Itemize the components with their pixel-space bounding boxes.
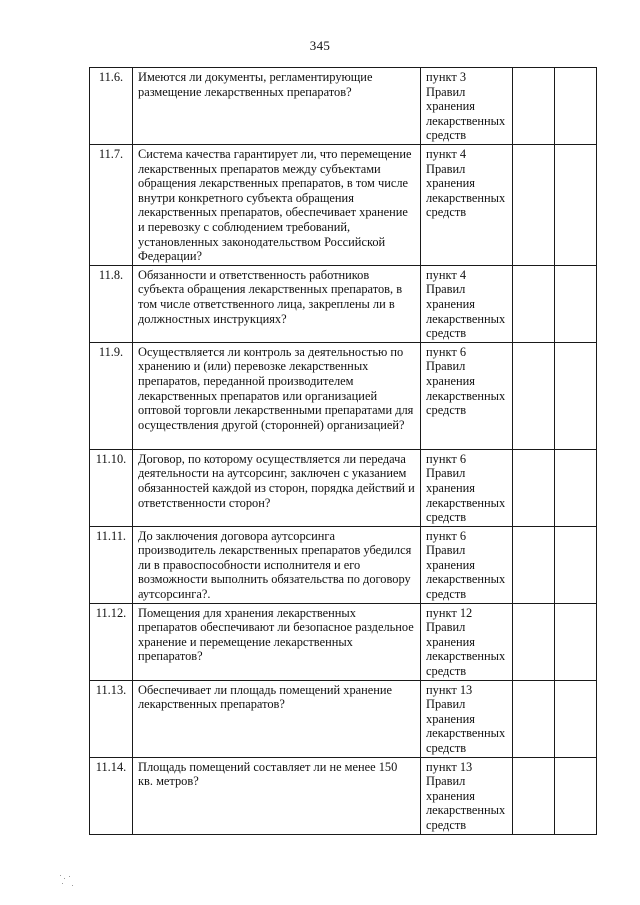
item-number: 11.7. bbox=[90, 145, 133, 266]
item-number: 11.11. bbox=[90, 526, 133, 603]
reference-line: хранения bbox=[426, 373, 475, 388]
item-number: 11.13. bbox=[90, 680, 133, 757]
answer-cell-no[interactable] bbox=[555, 526, 597, 603]
reference-line: хранения bbox=[426, 711, 475, 726]
regulation-reference bbox=[421, 265, 513, 342]
reference-line: средств bbox=[426, 403, 467, 418]
regulation-reference bbox=[421, 757, 513, 834]
item-number: 11.6. bbox=[90, 68, 133, 145]
regulation-reference bbox=[421, 680, 513, 757]
reference-line: средств bbox=[426, 664, 467, 679]
answer-cell-no[interactable] bbox=[555, 757, 597, 834]
reference-line: средств bbox=[426, 128, 467, 143]
reference-line: хранения bbox=[426, 557, 475, 572]
reference-line: средств bbox=[426, 741, 467, 755]
reference-line: хранения bbox=[426, 634, 475, 649]
reference-line: средств bbox=[426, 205, 467, 220]
regulation-reference bbox=[421, 603, 513, 680]
page-number: 345 bbox=[309, 38, 331, 53]
answer-cell-no[interactable] bbox=[555, 449, 597, 526]
item-number: 11.8. bbox=[90, 265, 133, 342]
answer-cell-no[interactable] bbox=[555, 680, 597, 757]
answer-cell-no[interactable] bbox=[555, 145, 597, 266]
table-row bbox=[90, 145, 597, 266]
reference-line: лекарственных bbox=[426, 803, 506, 818]
table-row bbox=[90, 603, 597, 680]
item-number: 11.9. bbox=[90, 342, 133, 449]
reference-line: хранения bbox=[426, 296, 475, 311]
reference-line: хранения bbox=[426, 176, 475, 191]
answer-cell-yes[interactable] bbox=[513, 342, 555, 449]
reference-line: Правил bbox=[426, 84, 466, 99]
answer-cell-no[interactable] bbox=[555, 265, 597, 342]
question-text: Площадь помещений составляет ли не менее 150 кв. метров? bbox=[133, 757, 421, 834]
answer-cell-yes[interactable] bbox=[513, 526, 555, 603]
table-row bbox=[90, 265, 597, 342]
reference-line: Правил bbox=[426, 774, 466, 789]
reference-line: Правил bbox=[426, 161, 466, 176]
answer-cell-yes[interactable] bbox=[513, 757, 555, 834]
reference-line: пункт 3 bbox=[426, 70, 467, 84]
item-number: 11.10. bbox=[90, 449, 133, 526]
reference-line: средств bbox=[426, 587, 467, 602]
reference-line: лекарственных bbox=[426, 190, 506, 205]
table-row bbox=[90, 680, 597, 757]
table-row bbox=[90, 526, 597, 603]
reference-line: Правил bbox=[426, 697, 466, 712]
reference-line: хранения bbox=[426, 788, 475, 803]
reference-line: Правил bbox=[426, 359, 466, 374]
reference-line: пункт 12 bbox=[426, 605, 473, 620]
reference-line: лекарственных bbox=[426, 311, 506, 326]
regulation-reference bbox=[421, 68, 513, 145]
checklist-body bbox=[90, 68, 597, 835]
reference-line: Правил bbox=[426, 466, 466, 481]
item-number: 11.14. bbox=[90, 757, 133, 834]
reference-line: лекарственных bbox=[426, 649, 506, 664]
table-row bbox=[90, 68, 597, 145]
answer-cell-no[interactable] bbox=[555, 603, 597, 680]
reference-line: лекарственных bbox=[426, 572, 506, 587]
answer-cell-no[interactable] bbox=[555, 68, 597, 145]
reference-line: лекарственных bbox=[426, 388, 506, 403]
answer-cell-no[interactable] bbox=[555, 342, 597, 449]
reference-line: пункт 13 bbox=[426, 682, 473, 697]
question-text: Обязанности и ответственность работников субъекта обращения лекарственных препаратов, в том числе ответственного лица, закреплены ли в должностных инструкциях? bbox=[133, 265, 421, 342]
question-text: До заключения договора аутсорсинга производитель лекарственных препаратов убедился ли в правоспособности исполнителя и его возможности выполнить обязательства по договору аутсорсинга?. bbox=[133, 526, 421, 603]
checklist-table bbox=[89, 67, 597, 835]
reference-line: средств bbox=[426, 326, 467, 341]
question-text: Осуществляется ли контроль за деятельностью по хранению и (или) перевозке лекарственных препаратов, переданной производителем лекарственных препаратов или организацией оптовой торговли лекарственными препаратами для осуществления другой (сторонней) организацией? bbox=[133, 342, 421, 449]
reference-line: пункт 6 bbox=[426, 528, 467, 543]
question-text: Имеются ли документы, регламентирующие размещение лекарственных препаратов? bbox=[133, 68, 421, 145]
table-row bbox=[90, 757, 597, 834]
reference-line: пункт 4 bbox=[426, 267, 467, 282]
reference-line: пункт 6 bbox=[426, 344, 467, 359]
reference-line: Правил bbox=[426, 282, 466, 297]
table-row bbox=[90, 449, 597, 526]
reference-line: Правил bbox=[426, 543, 466, 558]
reference-line: лекарственных bbox=[426, 726, 506, 741]
question-text: Система качества гарантирует ли, что перемещение лекарственных препаратов между субъектами обращения лекарственных препаратов, в том числе внутри конкретного субъекта обращения лекарственных препаратов, обеспечивает хранение и перевозку с соблюдением требований, установленных законодательством Российской Федерации? bbox=[133, 145, 421, 266]
reference-line: хранения bbox=[426, 480, 475, 495]
scan-specks bbox=[58, 874, 78, 888]
answer-cell-yes[interactable] bbox=[513, 680, 555, 757]
table-row bbox=[90, 342, 597, 449]
question-text: Помещения для хранения лекарственных препаратов обеспечивают ли безопасное раздельное хранение и перемещение лекарственных препаратов? bbox=[133, 603, 421, 680]
reference-line: лекарственных bbox=[426, 113, 506, 128]
reference-line: средств bbox=[426, 510, 467, 525]
answer-cell-yes[interactable] bbox=[513, 603, 555, 680]
item-number: 11.12. bbox=[90, 603, 133, 680]
reference-line: средств bbox=[426, 817, 467, 832]
reference-line: хранения bbox=[426, 99, 475, 114]
answer-cell-yes[interactable] bbox=[513, 449, 555, 526]
reference-line: Правил bbox=[426, 620, 466, 635]
regulation-reference bbox=[421, 145, 513, 266]
answer-cell-yes[interactable] bbox=[513, 145, 555, 266]
reference-line: пункт 6 bbox=[426, 451, 467, 466]
question-text: Обеспечивает ли площадь помещений хранение лекарственных препаратов? bbox=[133, 680, 421, 757]
answer-cell-yes[interactable] bbox=[513, 265, 555, 342]
regulation-reference bbox=[421, 526, 513, 603]
reference-line: лекарственных bbox=[426, 495, 506, 510]
regulation-reference bbox=[421, 342, 513, 449]
reference-line: пункт 13 bbox=[426, 759, 473, 774]
regulation-reference bbox=[421, 449, 513, 526]
reference-line: пункт 4 bbox=[426, 147, 467, 161]
answer-cell-yes[interactable] bbox=[513, 68, 555, 145]
question-text: Договор, по которому осуществляется ли передача деятельности на аутсорсинг, заключен с указанием обязанностей каждой из сторон, порядка действий и ответственности сторон? bbox=[133, 449, 421, 526]
